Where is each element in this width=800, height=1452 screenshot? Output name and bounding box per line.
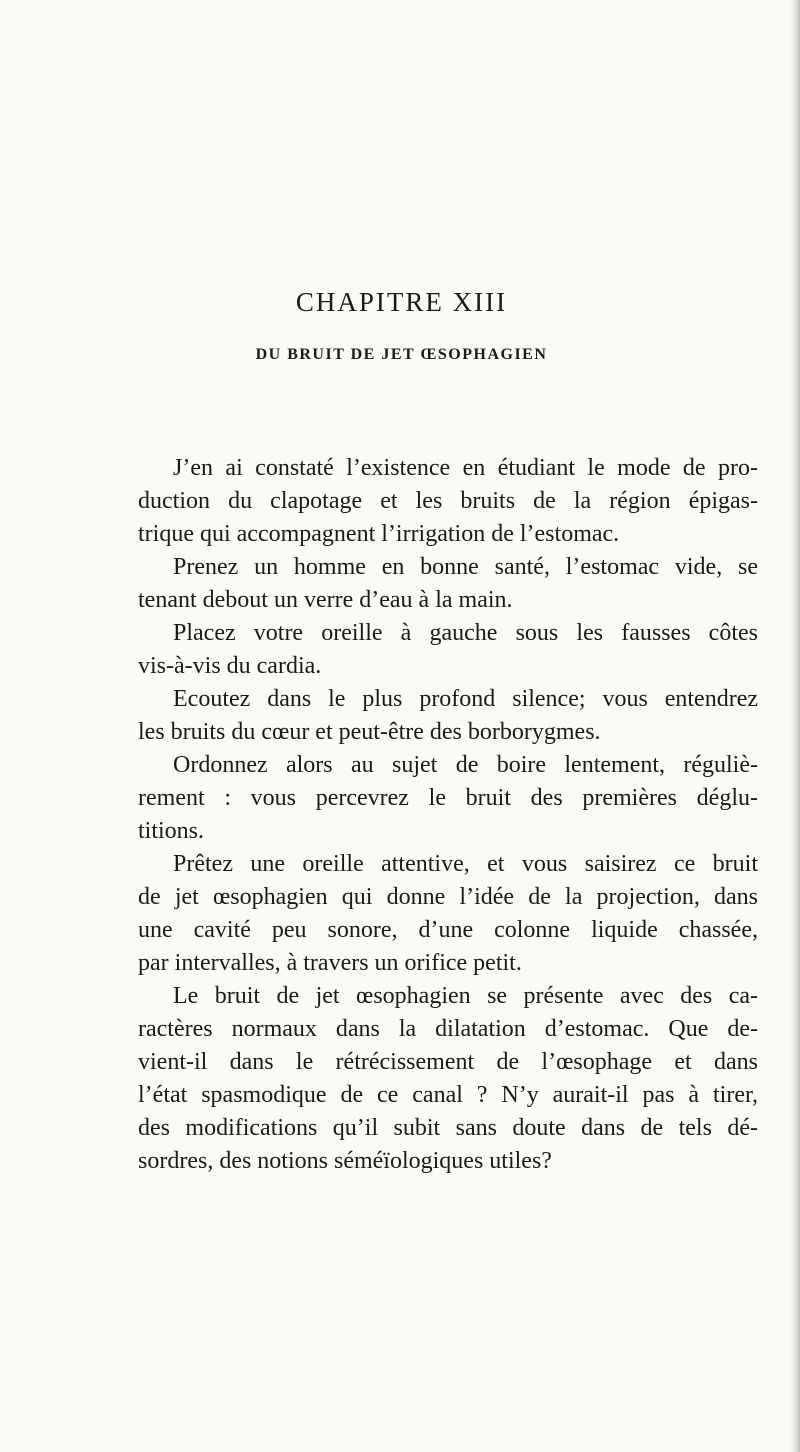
chapter-title: CHAPITRE XIII — [295, 287, 508, 317]
chapter-subtitle: DU BRUIT DE JET ŒSOPHAGIEN — [255, 346, 548, 363]
text-line: Ordonnez alors au sujet de boire lentement, réguliè- — [173, 752, 758, 778]
body-text — [138, 452, 758, 1178]
text-line: Ecoutez dans le plus profond silence; vous entendrez — [173, 686, 758, 712]
text-line: par intervalles, à travers un orifice petit. — [138, 950, 522, 976]
text-line: tenant debout un verre d’eau à la main. — [138, 587, 513, 613]
text-line: vient-il dans le rétrécissement de l’œsophage et dans — [138, 1049, 758, 1075]
text-line: Placez votre oreille à gauche sous les fausses côtes — [173, 620, 758, 646]
text-line: Le bruit de jet œsophagien se présente avec des ca- — [173, 983, 758, 1009]
text-line: titions. — [138, 818, 205, 844]
text-line: les bruits du cœur et peut-être des borborygmes. — [138, 719, 601, 745]
text-line: ractères normaux dans la dilatation d’estomac. Que de- — [138, 1016, 758, 1042]
text-line: une cavité peu sonore, d’une colonne liquide chassée, — [138, 917, 758, 943]
text-line: duction du clapotage et les bruits de la région épigas- — [138, 488, 758, 514]
text-line: rement : vous percevrez le bruit des premières déglu- — [138, 785, 758, 811]
text-line: trique qui accompagnent l’irrigation de l’estomac. — [138, 521, 620, 547]
text-line: de jet œsophagien qui donne l’idée de la projection, dans — [138, 884, 758, 910]
text-line: vis-à-vis du cardia. — [138, 653, 322, 679]
text-line: J’en ai constaté l’existence en étudiant le mode de pro- — [173, 455, 758, 481]
text-line: Prêtez une oreille attentive, et vous saisirez ce bruit — [173, 851, 758, 877]
page-edge-shadow — [790, 0, 800, 1452]
text-line: l’état spasmodique de ce canal ? N’y aurait-il pas à tirer, — [138, 1082, 758, 1108]
text-line: sordres, des notions séméïologiques utiles? — [138, 1148, 552, 1174]
text-line: Prenez un homme en bonne santé, l’estomac vide, se — [173, 554, 758, 580]
text-line: des modifications qu’il subit sans doute dans de tels dé- — [138, 1115, 758, 1141]
